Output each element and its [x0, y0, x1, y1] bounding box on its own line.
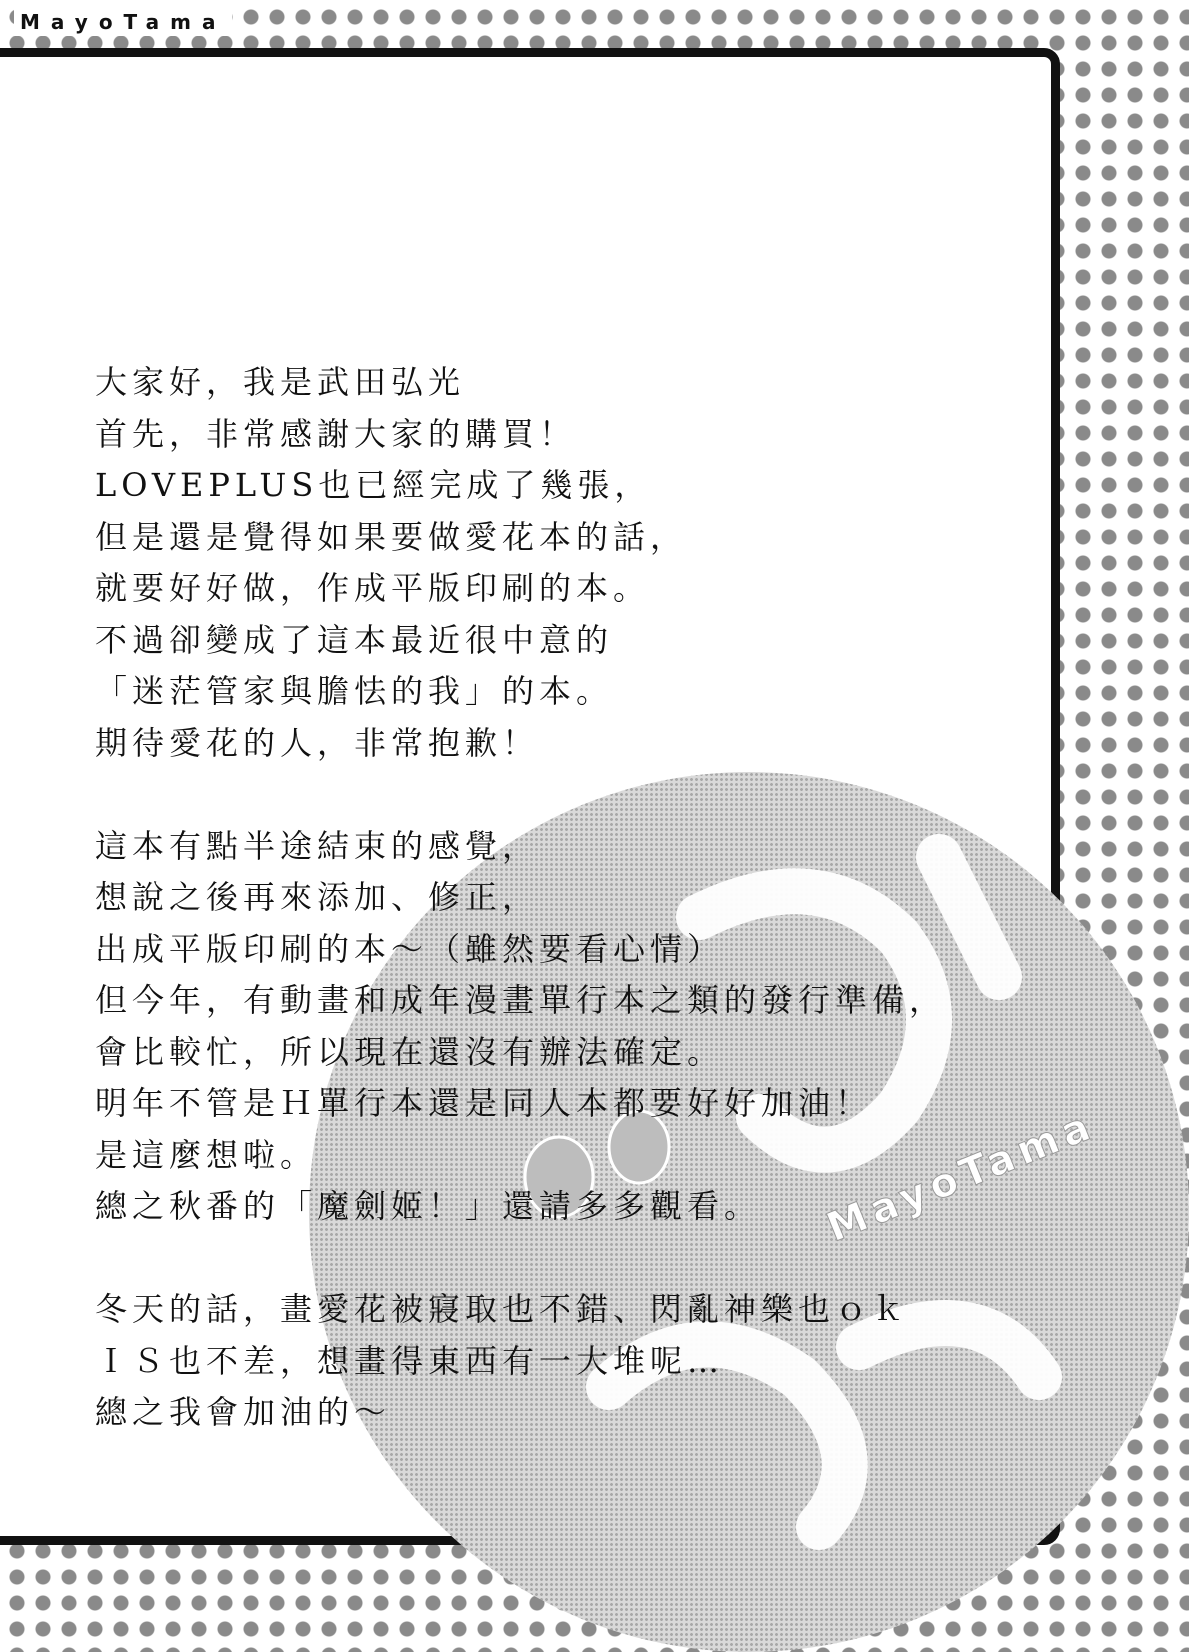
text-line: 會比較忙，所以現在還沒有辦法確定。 — [95, 1032, 725, 1071]
text-line: 冬天的話，畫愛花被寢取也不錯、閃亂神樂也ｏｋ — [95, 1290, 910, 1328]
text-line: ＩＳ也不差，想畫得東西有一大堆呢… — [95, 1341, 725, 1380]
body-text — [95, 357, 1055, 1490]
paragraph-3 — [95, 1284, 1055, 1439]
text-line: 「迷茫管家與膽怯的我」的本。 — [95, 672, 614, 710]
text-line: 就要好好做，作成平版印刷的本。 — [95, 569, 651, 607]
text-line: 是這麼想啦。 — [95, 1135, 318, 1174]
watermark-text: MayoTama — [820, 1101, 1102, 1252]
text-line: 首先，非常感謝大家的購買！ — [95, 414, 577, 453]
paragraph-1 — [95, 357, 1055, 769]
text-line: 出成平版印刷的本～（雖然要看心情） — [95, 929, 725, 968]
text-line: 這本有點半途結束的感覺， — [95, 826, 540, 865]
text-line: 大家好，我是武田弘光 — [95, 363, 466, 401]
text-line: 總之我會加油的～ — [95, 1393, 392, 1431]
paragraph-2 — [95, 821, 1055, 1233]
text-line: LOVEPLUS也已經完成了幾張， — [95, 466, 652, 504]
page-frame — [0, 48, 1102, 1545]
text-line: 不過卻變成了這本最近很中意的 — [95, 620, 614, 659]
text-line: 總之秋番的「魔劍姬！」還請多多觀看。 — [95, 1187, 762, 1225]
header-title: MayoTama — [14, 8, 232, 36]
text-line: 但今年，有動畫和成年漫畫單行本之類的發行準備， — [95, 981, 947, 1019]
text-line: 明年不管是Ｈ單行本還是同人本都要好好加油！ — [95, 1084, 873, 1122]
text-line: 但是還是覺得如果要做愛花本的話， — [95, 517, 688, 556]
text-line: 期待愛花的人，非常抱歉！ — [95, 723, 540, 762]
text-line: 想說之後再來添加、修正， — [95, 878, 540, 916]
